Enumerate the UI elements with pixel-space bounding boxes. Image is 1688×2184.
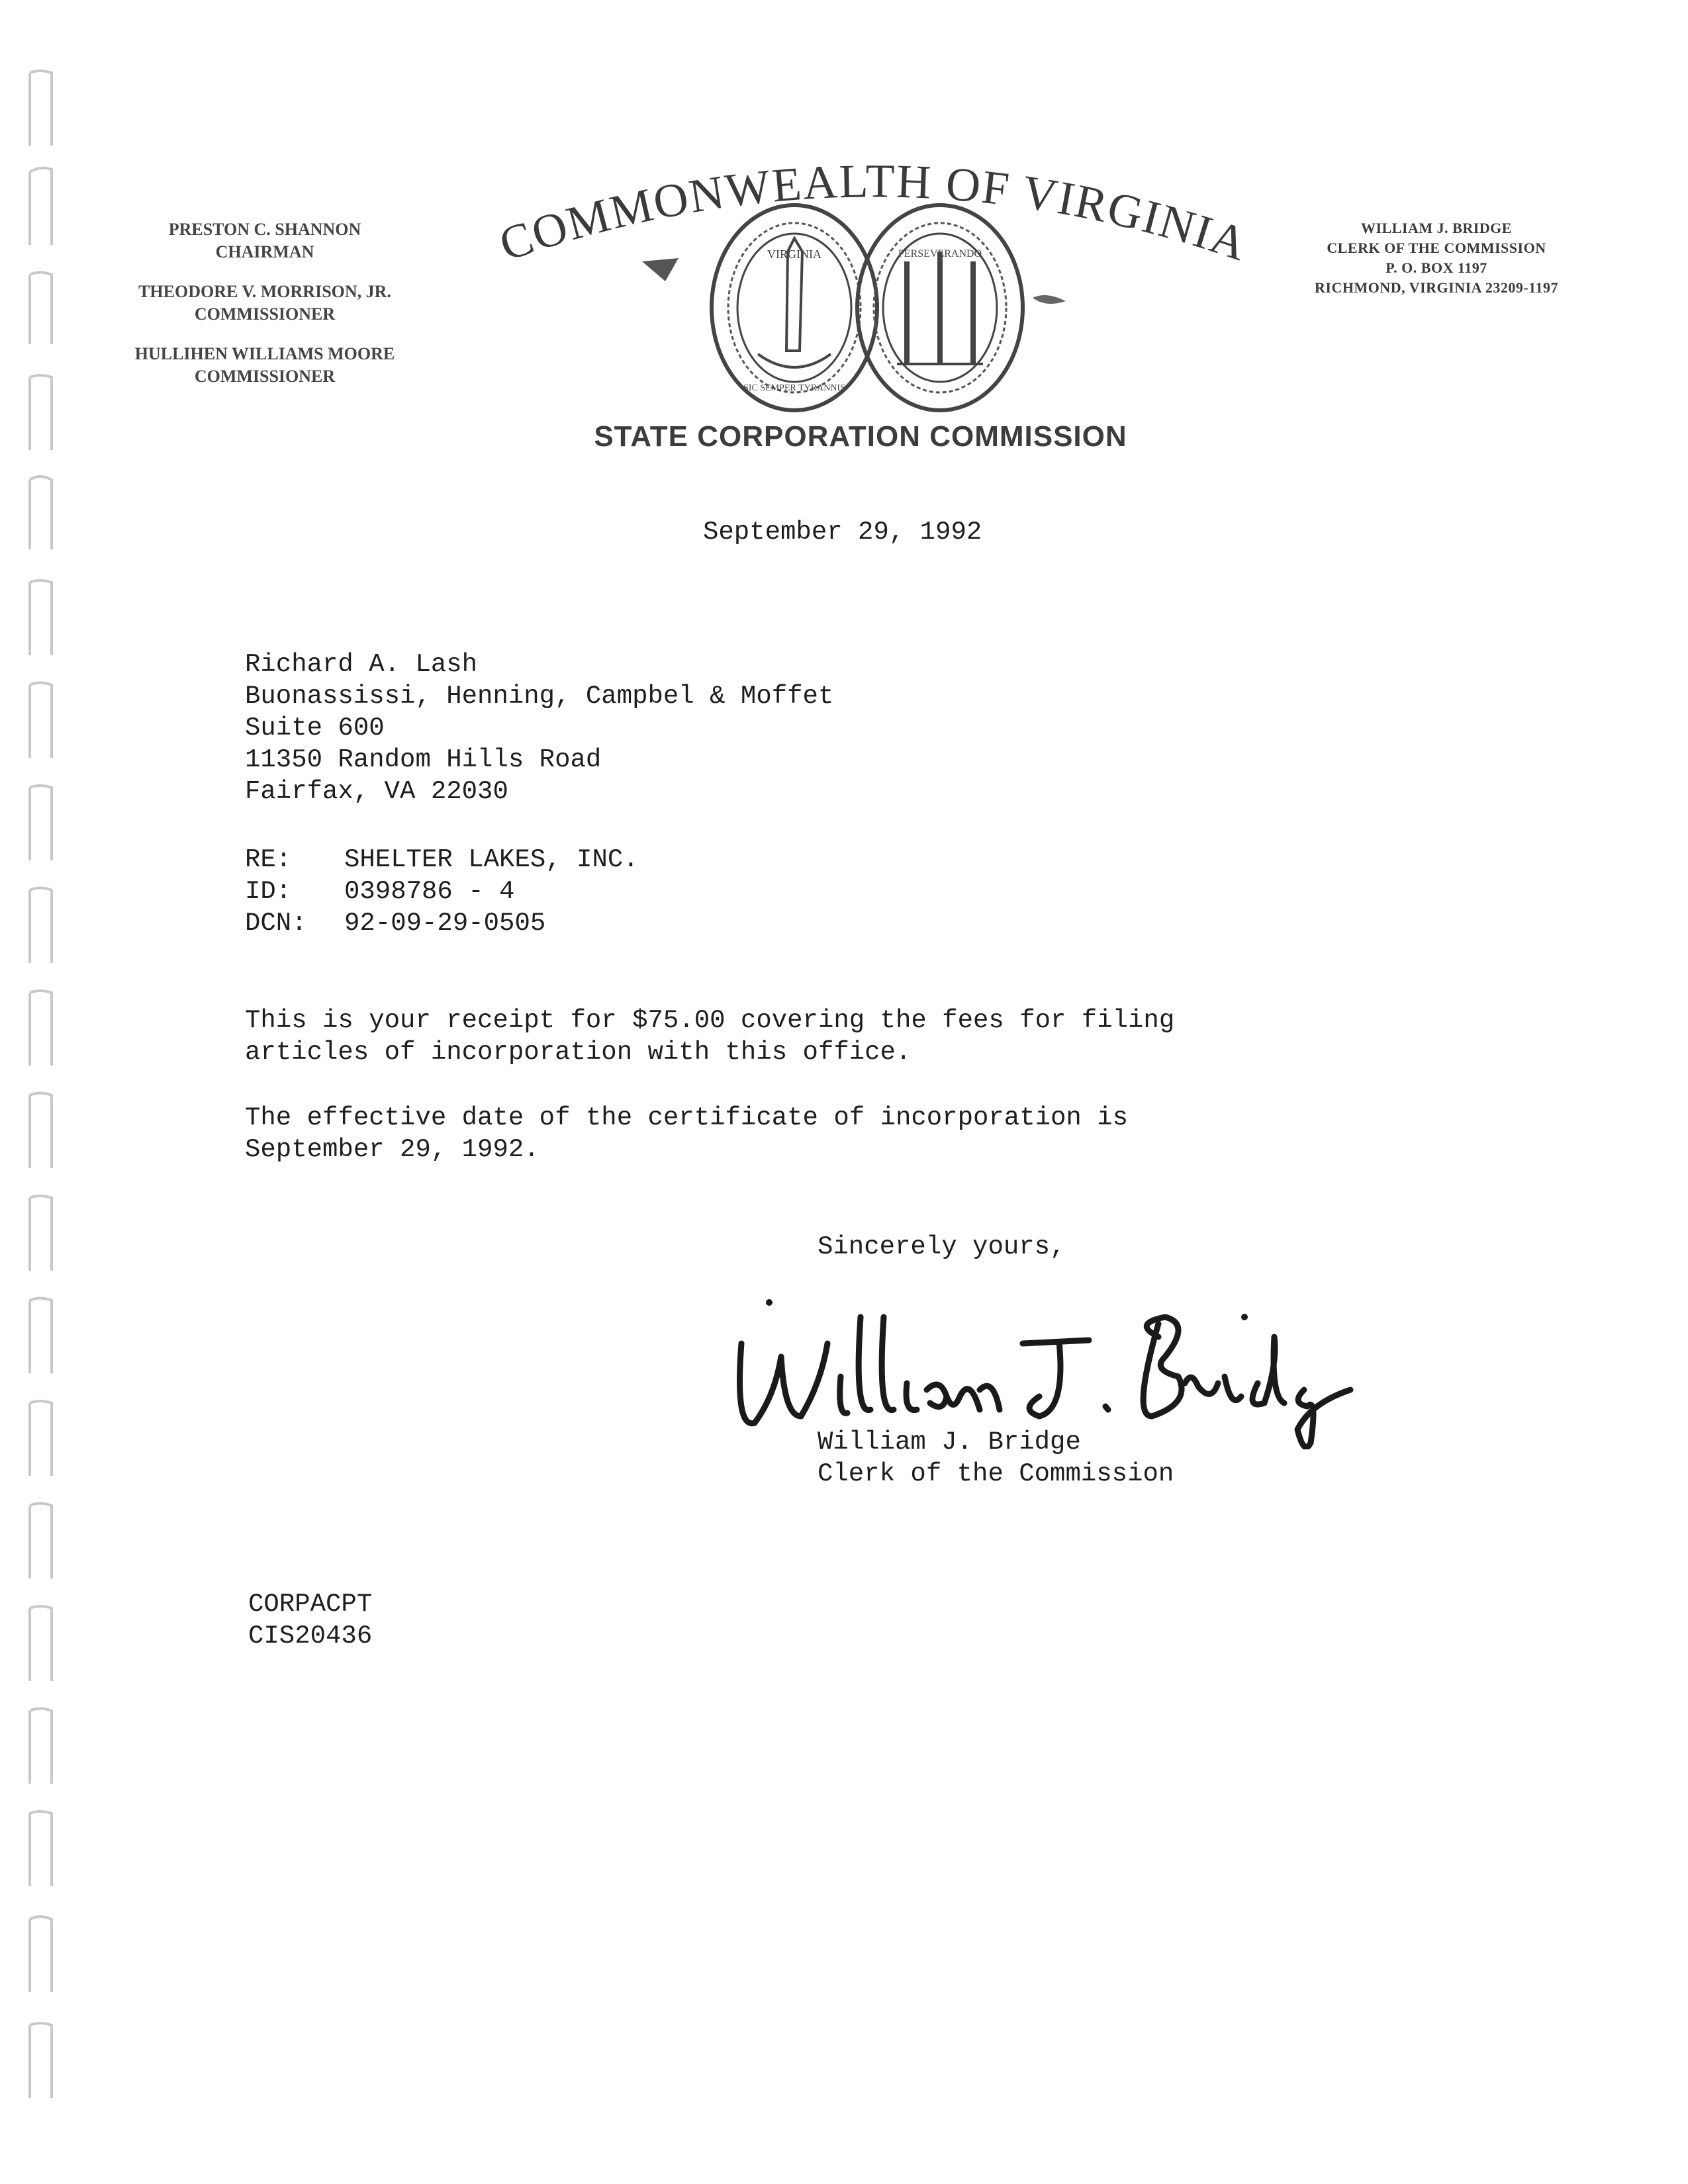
reference-label: DCN: [245,909,307,938]
recipient-address [245,649,833,807]
binder-ring-icon [20,40,60,2158]
svg-text:VIRGINIA: VIRGINIA [767,248,821,261]
reference-value: SHELTER LAKES, INC. [344,845,639,874]
commissioner-title: COMMISSIONER [194,304,336,324]
commissioner-title: COMMISSIONER [194,367,336,386]
seal-right-ornament-icon [1033,295,1066,304]
recipient-suite: Suite 600 [245,713,385,743]
signer-block [818,1426,1174,1490]
state-seals [629,199,1079,417]
seal-left-ornament-icon [642,258,679,281]
recipient-city: Fairfax, VA 22030 [245,777,508,806]
signer-name: William J. Bridge [818,1428,1081,1457]
svg-text:SIC SEMPER TYRANNIS: SIC SEMPER TYRANNIS [743,383,845,393]
reference-label: RE: [245,845,292,874]
clerk-city: RICHMOND, VIRGINIA 23209-1197 [1315,279,1558,296]
commissioner-title: CHAIRMAN [215,242,314,261]
clerk-title: CLERK OF THE COMMISSION [1327,240,1546,256]
closing: Sincerely yours, [818,1232,1066,1261]
form-code: CORPACPT [248,1590,373,1619]
commissioner-name: HULLIHEN WILLIAMS MOORE [134,344,395,363]
body-paragraph [245,1102,1128,1165]
reference-value: 92-09-29-0505 [344,909,546,938]
paragraph-line: This is your receipt for $75.00 covering the fees for filing [245,1006,1175,1035]
signer-title: Clerk of the Commission [818,1459,1174,1488]
reference-row [245,876,639,907]
commonwealth-title-text: COMMONWEALTH OF VIRGINIA [492,154,1255,268]
paragraph-line: September 29, 1992. [245,1135,539,1164]
clerk-name: WILLIAM J. BRIDGE [1361,220,1512,236]
system-code: CIS20436 [248,1621,373,1651]
clerk-address-block [1271,218,1602,298]
letter-date: September 29, 1992 [703,518,982,547]
recipient-name: Richard A. Lash [245,650,478,679]
recipient-street: 11350 Random Hills Road [245,745,602,774]
body-paragraph [245,1005,1174,1068]
commissioner-name: THEODORE V. MORRISON, JR. [138,282,391,301]
commissioners-block [113,218,417,405]
reference-value: 0398786 - 4 [344,877,515,906]
commission-name: STATE CORPORATION COMMISSION [594,420,1127,453]
reference-label: ID: [245,877,292,906]
footer-codes [248,1588,372,1652]
paragraph-line: articles of incorporation with this office. [245,1038,912,1067]
reference-row [245,907,639,939]
clerk-po-box: P. O. BOX 1197 [1385,259,1487,276]
commissioner-entry [113,343,417,388]
virginia-reverse-seal-icon [857,205,1023,410]
reference-row [245,844,639,876]
commissioner-entry [113,218,417,263]
svg-text:PERSEVERANDO: PERSEVERANDO [898,248,982,259]
recipient-firm: Buonassissi, Henning, Campbel & Moffet [245,682,834,711]
virginia-seal-icon [712,205,877,410]
commissioner-entry [113,281,417,326]
reference-block [245,844,639,939]
commissioner-name: PRESTON C. SHANNON [168,220,361,239]
paragraph-line: The effective date of the certificate of incorporation is [245,1103,1129,1132]
